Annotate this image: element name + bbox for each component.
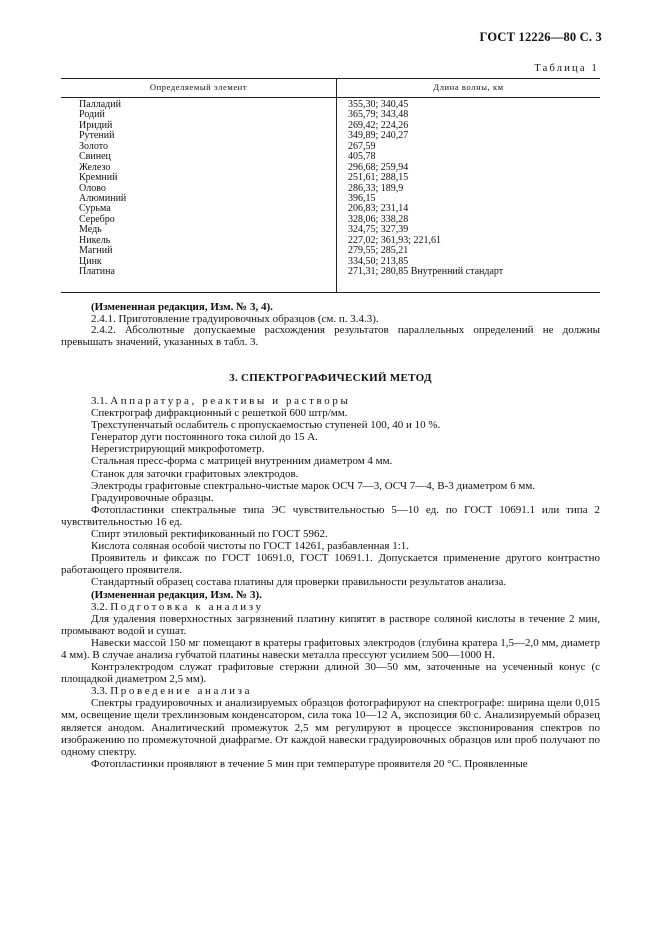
equipment-item: Генератор дуги постоянного тока силой до 15 А.: [91, 431, 318, 444]
element-name-cell: Сурьма: [79, 203, 111, 215]
table-header-element: Определяемый элемент: [149, 82, 248, 92]
table-top-rule: [61, 78, 600, 79]
wavelength-cell: 269,42; 224,26: [348, 119, 409, 131]
paragraph: Для удаления поверхностных загрязнений платину кипятят в растворе соляной кислоты в течение 2 мин, промывают водой и сушат.: [61, 612, 600, 637]
section-3-body: [61, 395, 600, 770]
equipment-item: Спектрограф дифракционный с решеткой 600 штр/мм.: [91, 407, 348, 420]
table-row: [61, 257, 600, 267]
subsection-3-3-paragraphs: [61, 697, 600, 770]
equipment-item: Проявитель и фиксаж по ГОСТ 10691.0, ГОСТ 10691.1. Допускается применение другого контрастно работающего проявителя.: [61, 552, 600, 577]
equipment-item: Кислота соляная особой чистоты по ГОСТ 14261, разбавленная 1:1.: [91, 540, 410, 553]
after-table-text: [61, 302, 600, 348]
wavelength-cell: 328,06; 338,28: [348, 213, 409, 225]
equipment-item: Стандартный образец состава платины для проверки правильности результатов анализа.: [91, 576, 507, 589]
element-name-cell: Палладий: [79, 99, 121, 110]
element-name-cell: Магний: [79, 245, 113, 257]
table-row: [61, 267, 600, 277]
wavelength-cell: 267,59: [348, 140, 376, 152]
table-row: [61, 184, 600, 194]
section-title: 3. СПЕКТРОГРАФИЧЕСКИЙ МЕТОД: [229, 372, 432, 384]
element-name-cell: Кремний: [79, 172, 118, 184]
subsection-title: Аппаратура, реактивы и растворы: [110, 395, 351, 407]
table-row: [61, 100, 600, 110]
subsection-number: 3.3.: [91, 685, 108, 698]
subsection-number: 3.2.: [91, 600, 108, 613]
table-row: [61, 225, 600, 235]
paragraph: Спектры градуировочных и анализируемых образцов фотографируют на спектрографе: ширина щели 0,015 мм, освещение щели трехлинзовым конденсатором, сила тока 10—12 А, экспозиция 60 с. Анализируемый образец является анодом. Аналитический промежуток 2,5 мм регулируют в процессе экспонирования спектров по изображению по промежуточной диафрагме. От каждой навески градуировочных образцов или проб получают по одному спектру.: [61, 697, 600, 758]
table-row: [61, 152, 600, 162]
wavelength-cell: 279,55; 285,21: [348, 245, 409, 257]
wavelength-cell: 206,83; 231,14: [348, 203, 409, 215]
wavelength-cell: 251,61; 288,15: [348, 172, 409, 184]
paragraph: Фотопластинки проявляют в течение 5 мин при температуре проявителя 20 °С. Проявленные: [91, 757, 528, 770]
element-name-cell: Серебро: [79, 213, 115, 225]
wavelength-cell: 349,89; 240,27: [348, 130, 409, 142]
paragraph-2-4-1: 2.4.1. Приготовление градуировочных образцов (см. п. 3.4.3).: [91, 312, 379, 325]
equipment-item: Трехступенчатый ослабитель с пропускаемостью ступеней 100, 40 и 10 %.: [91, 419, 441, 432]
paragraph: Контрэлектродом служат графитовые стержни длиной 30—50 мм, заточенные на усеченный конус (с площадкой диаметром 2,5 мм).: [61, 661, 600, 686]
element-name-cell: Олово: [79, 182, 106, 194]
wavelength-cell: 405,78: [348, 151, 376, 163]
element-name-cell: Золото: [79, 140, 108, 152]
table-header-wavelength: Длина волны, км: [433, 82, 504, 92]
equipment-item: Градуировочные образцы.: [91, 491, 214, 504]
wavelength-cell: 286,33; 189,9: [348, 182, 404, 194]
element-name-cell: Рутений: [79, 130, 115, 142]
element-name-cell: Иридий: [79, 119, 113, 131]
wavelength-cell: 334,50; 213,85: [348, 255, 409, 267]
wavelength-cell: 396,15: [348, 192, 376, 204]
element-name-cell: Никель: [79, 234, 111, 246]
wavelength-cell: 296,68; 259,94: [348, 161, 409, 173]
paragraph-2-4-2: 2.4.2. Абсолютные допускаемые расхождения результатов параллельных определений не должны превышать значений, указанных в табл. 3.: [61, 324, 600, 348]
table-row: [61, 173, 600, 183]
subsection-3-1-heading: [61, 395, 600, 407]
table-row: [61, 121, 600, 131]
table-row: [61, 142, 600, 152]
element-name-cell: Цинк: [79, 255, 102, 267]
revision-note: (Измененная редакция, Изм. № 3).: [91, 588, 262, 601]
table-row: [61, 246, 600, 256]
table-row: [61, 215, 600, 225]
table-body: [61, 100, 600, 277]
equipment-item: Спирт этиловый ректификованный по ГОСТ 5962.: [91, 528, 328, 541]
wavelength-cell: 365,79; 343,48: [348, 109, 409, 121]
equipment-list: [61, 407, 600, 588]
table-row: [61, 194, 600, 204]
element-name-cell: Платина: [79, 266, 115, 277]
table-row: [61, 110, 600, 120]
table-header-rule: [61, 97, 600, 98]
element-name-cell: Свинец: [79, 151, 111, 163]
table-row: [61, 163, 600, 173]
equipment-item: Нерегистрирующий микрофотометр.: [91, 443, 265, 456]
element-name-cell: Медь: [79, 224, 102, 236]
table-row: [61, 204, 600, 214]
element-name-cell: Родий: [79, 109, 105, 121]
wavelength-cell: 271,31; 280,85 Внутренний стандарт: [348, 266, 504, 277]
page-header: ГОСТ 12226—80 С. 3: [479, 30, 602, 44]
element-name-cell: Алюминий: [79, 192, 127, 204]
equipment-item: Электроды графитовые спектрально-чистые марок ОСЧ 7—3, ОСЧ 7—4, В-3 диаметром 6 мм.: [91, 479, 536, 492]
subsection-3-3-heading: [61, 685, 600, 697]
equipment-item: Фотопластинки спектральные типа ЭС чувствительностью 5—10 ед. по ГОСТ 10691.1 или типа 2 чувствительностью 16 ед.: [61, 503, 600, 528]
subsection-number: 3.1.: [91, 395, 108, 407]
subsection-title: Подготовка к анализу: [110, 600, 264, 613]
element-name-cell: Железо: [79, 161, 111, 173]
table-bottom-rule: [61, 292, 600, 293]
subsection-title: Проведение анализа: [110, 685, 253, 698]
subsection-3-2-heading: [61, 601, 600, 613]
wavelength-cell: 355,30; 340,45: [348, 99, 409, 110]
paragraph: Навески массой 150 мг помещают в кратеры графитовых электродов (глубина кратера 1,5—2,0 мм, диаметр 4 мм). В случае анализа губчатой платины навески металла прессуют усилием 500—1000 Н.: [61, 636, 600, 661]
wavelength-cell: 324,75; 327,39: [348, 224, 409, 236]
equipment-item: Станок для заточки графитовых электродов.: [91, 467, 299, 480]
subsection-3-2-paragraphs: [61, 613, 600, 686]
table-caption: Таблица 1: [534, 63, 599, 74]
table-row: [61, 131, 600, 141]
wavelength-cell: 227,02; 361,93; 221,61: [348, 234, 442, 246]
revision-note: (Измененная редакция, Изм. № 3, 4).: [91, 301, 273, 313]
equipment-item: Стальная пресс-форма с матрицей внутренним диаметром 4 мм.: [91, 455, 393, 468]
table-row: [61, 236, 600, 246]
